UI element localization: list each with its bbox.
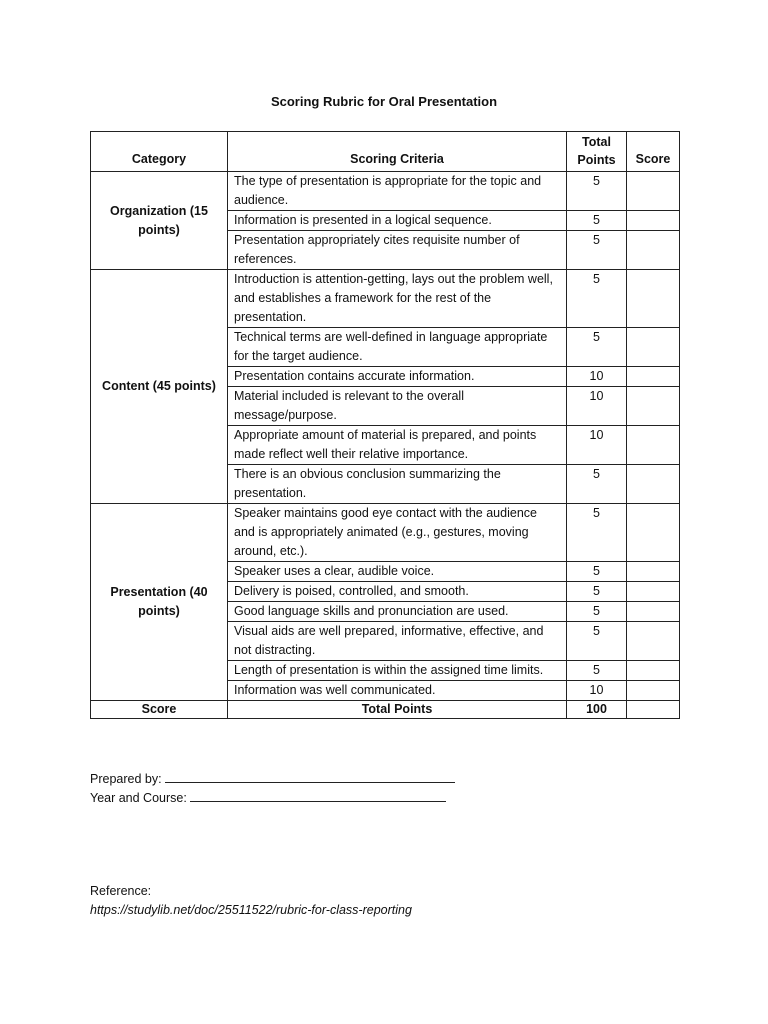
criteria-cell: Length of presentation is within the assigned time limits. (228, 661, 567, 681)
reference-url[interactable]: https://studylib.net/doc/25511522/rubric-for-class-reporting (90, 903, 412, 917)
prepared-by-label: Prepared by: (90, 772, 162, 786)
points-cell: 5 (567, 661, 627, 681)
prepared-by-field[interactable] (165, 770, 455, 783)
score-cell[interactable] (627, 562, 680, 582)
score-cell[interactable] (627, 602, 680, 622)
header-category: Category (91, 132, 228, 172)
score-cell[interactable] (627, 367, 680, 387)
points-cell: 5 (567, 622, 627, 661)
criteria-cell: Speaker maintains good eye contact with the audience and is appropriately animated (e.g., gestures, moving around, etc.). (228, 504, 567, 562)
header-score: Score (627, 132, 680, 172)
points-cell: 5 (567, 562, 627, 582)
year-course-line (90, 789, 446, 808)
header-row (91, 132, 680, 172)
score-cell[interactable] (627, 582, 680, 602)
score-cell[interactable] (627, 172, 680, 211)
criteria-cell: Visual aids are well prepared, informative, effective, and not distracting. (228, 622, 567, 661)
category-organization: Organization (15 points) (91, 172, 228, 270)
points-cell: 5 (567, 328, 627, 367)
score-cell[interactable] (627, 426, 680, 465)
year-course-label: Year and Course: (90, 791, 187, 805)
score-cell[interactable] (627, 211, 680, 231)
score-cell[interactable] (627, 681, 680, 701)
score-cell[interactable] (627, 328, 680, 367)
category-content: Content (45 points) (91, 270, 228, 504)
score-cell[interactable] (627, 622, 680, 661)
criteria-cell: Technical terms are well-defined in language appropriate for the target audience. (228, 328, 567, 367)
table-row (91, 172, 680, 211)
criteria-cell: Appropriate amount of material is prepared, and points made reflect well their relative importance. (228, 426, 567, 465)
header-criteria: Scoring Criteria (228, 132, 567, 172)
criteria-cell: Delivery is poised, controlled, and smooth. (228, 582, 567, 602)
year-course-field[interactable] (190, 789, 446, 802)
points-cell: 10 (567, 367, 627, 387)
points-cell: 5 (567, 465, 627, 504)
criteria-cell: Introduction is attention-getting, lays out the problem well, and establishes a framework for the rest of the presentation. (228, 270, 567, 328)
points-cell: 5 (567, 231, 627, 270)
score-cell[interactable] (627, 231, 680, 270)
points-cell: 5 (567, 270, 627, 328)
criteria-cell: Presentation appropriately cites requisite number of references. (228, 231, 567, 270)
points-cell: 5 (567, 211, 627, 231)
criteria-cell: Material included is relevant to the overall message/purpose. (228, 387, 567, 426)
score-cell[interactable] (627, 465, 680, 504)
points-cell: 5 (567, 172, 627, 211)
criteria-cell: Information is presented in a logical sequence. (228, 211, 567, 231)
points-cell: 10 (567, 387, 627, 426)
total-row (91, 701, 680, 719)
total-points-value: 100 (567, 701, 627, 719)
score-cell[interactable] (627, 270, 680, 328)
points-cell: 5 (567, 582, 627, 602)
points-cell: 10 (567, 681, 627, 701)
score-cell[interactable] (627, 661, 680, 681)
score-cell[interactable] (627, 504, 680, 562)
category-presentation: Presentation (40 points) (91, 504, 228, 701)
criteria-cell: There is an obvious conclusion summarizing the presentation. (228, 465, 567, 504)
reference-label: Reference: (90, 884, 152, 898)
criteria-cell: Information was well communicated. (228, 681, 567, 701)
points-cell: 10 (567, 426, 627, 465)
rubric-table (90, 131, 680, 719)
points-cell: 5 (567, 602, 627, 622)
criteria-cell: Speaker uses a clear, audible voice. (228, 562, 567, 582)
table-row (91, 504, 680, 562)
total-points-label: Total Points (228, 701, 567, 719)
score-cell[interactable] (627, 387, 680, 426)
total-score-label: Score (91, 701, 228, 719)
criteria-cell: Good language skills and pronunciation are used. (228, 602, 567, 622)
criteria-cell: The type of presentation is appropriate for the topic and audience. (228, 172, 567, 211)
points-cell: 5 (567, 504, 627, 562)
total-score-cell[interactable] (627, 701, 680, 719)
prepared-by-line (90, 770, 455, 789)
document-title: Scoring Rubric for Oral Presentation (270, 94, 498, 109)
criteria-cell: Presentation contains accurate information. (228, 367, 567, 387)
table-row (91, 270, 680, 328)
header-total-points: Total Points (567, 132, 627, 172)
